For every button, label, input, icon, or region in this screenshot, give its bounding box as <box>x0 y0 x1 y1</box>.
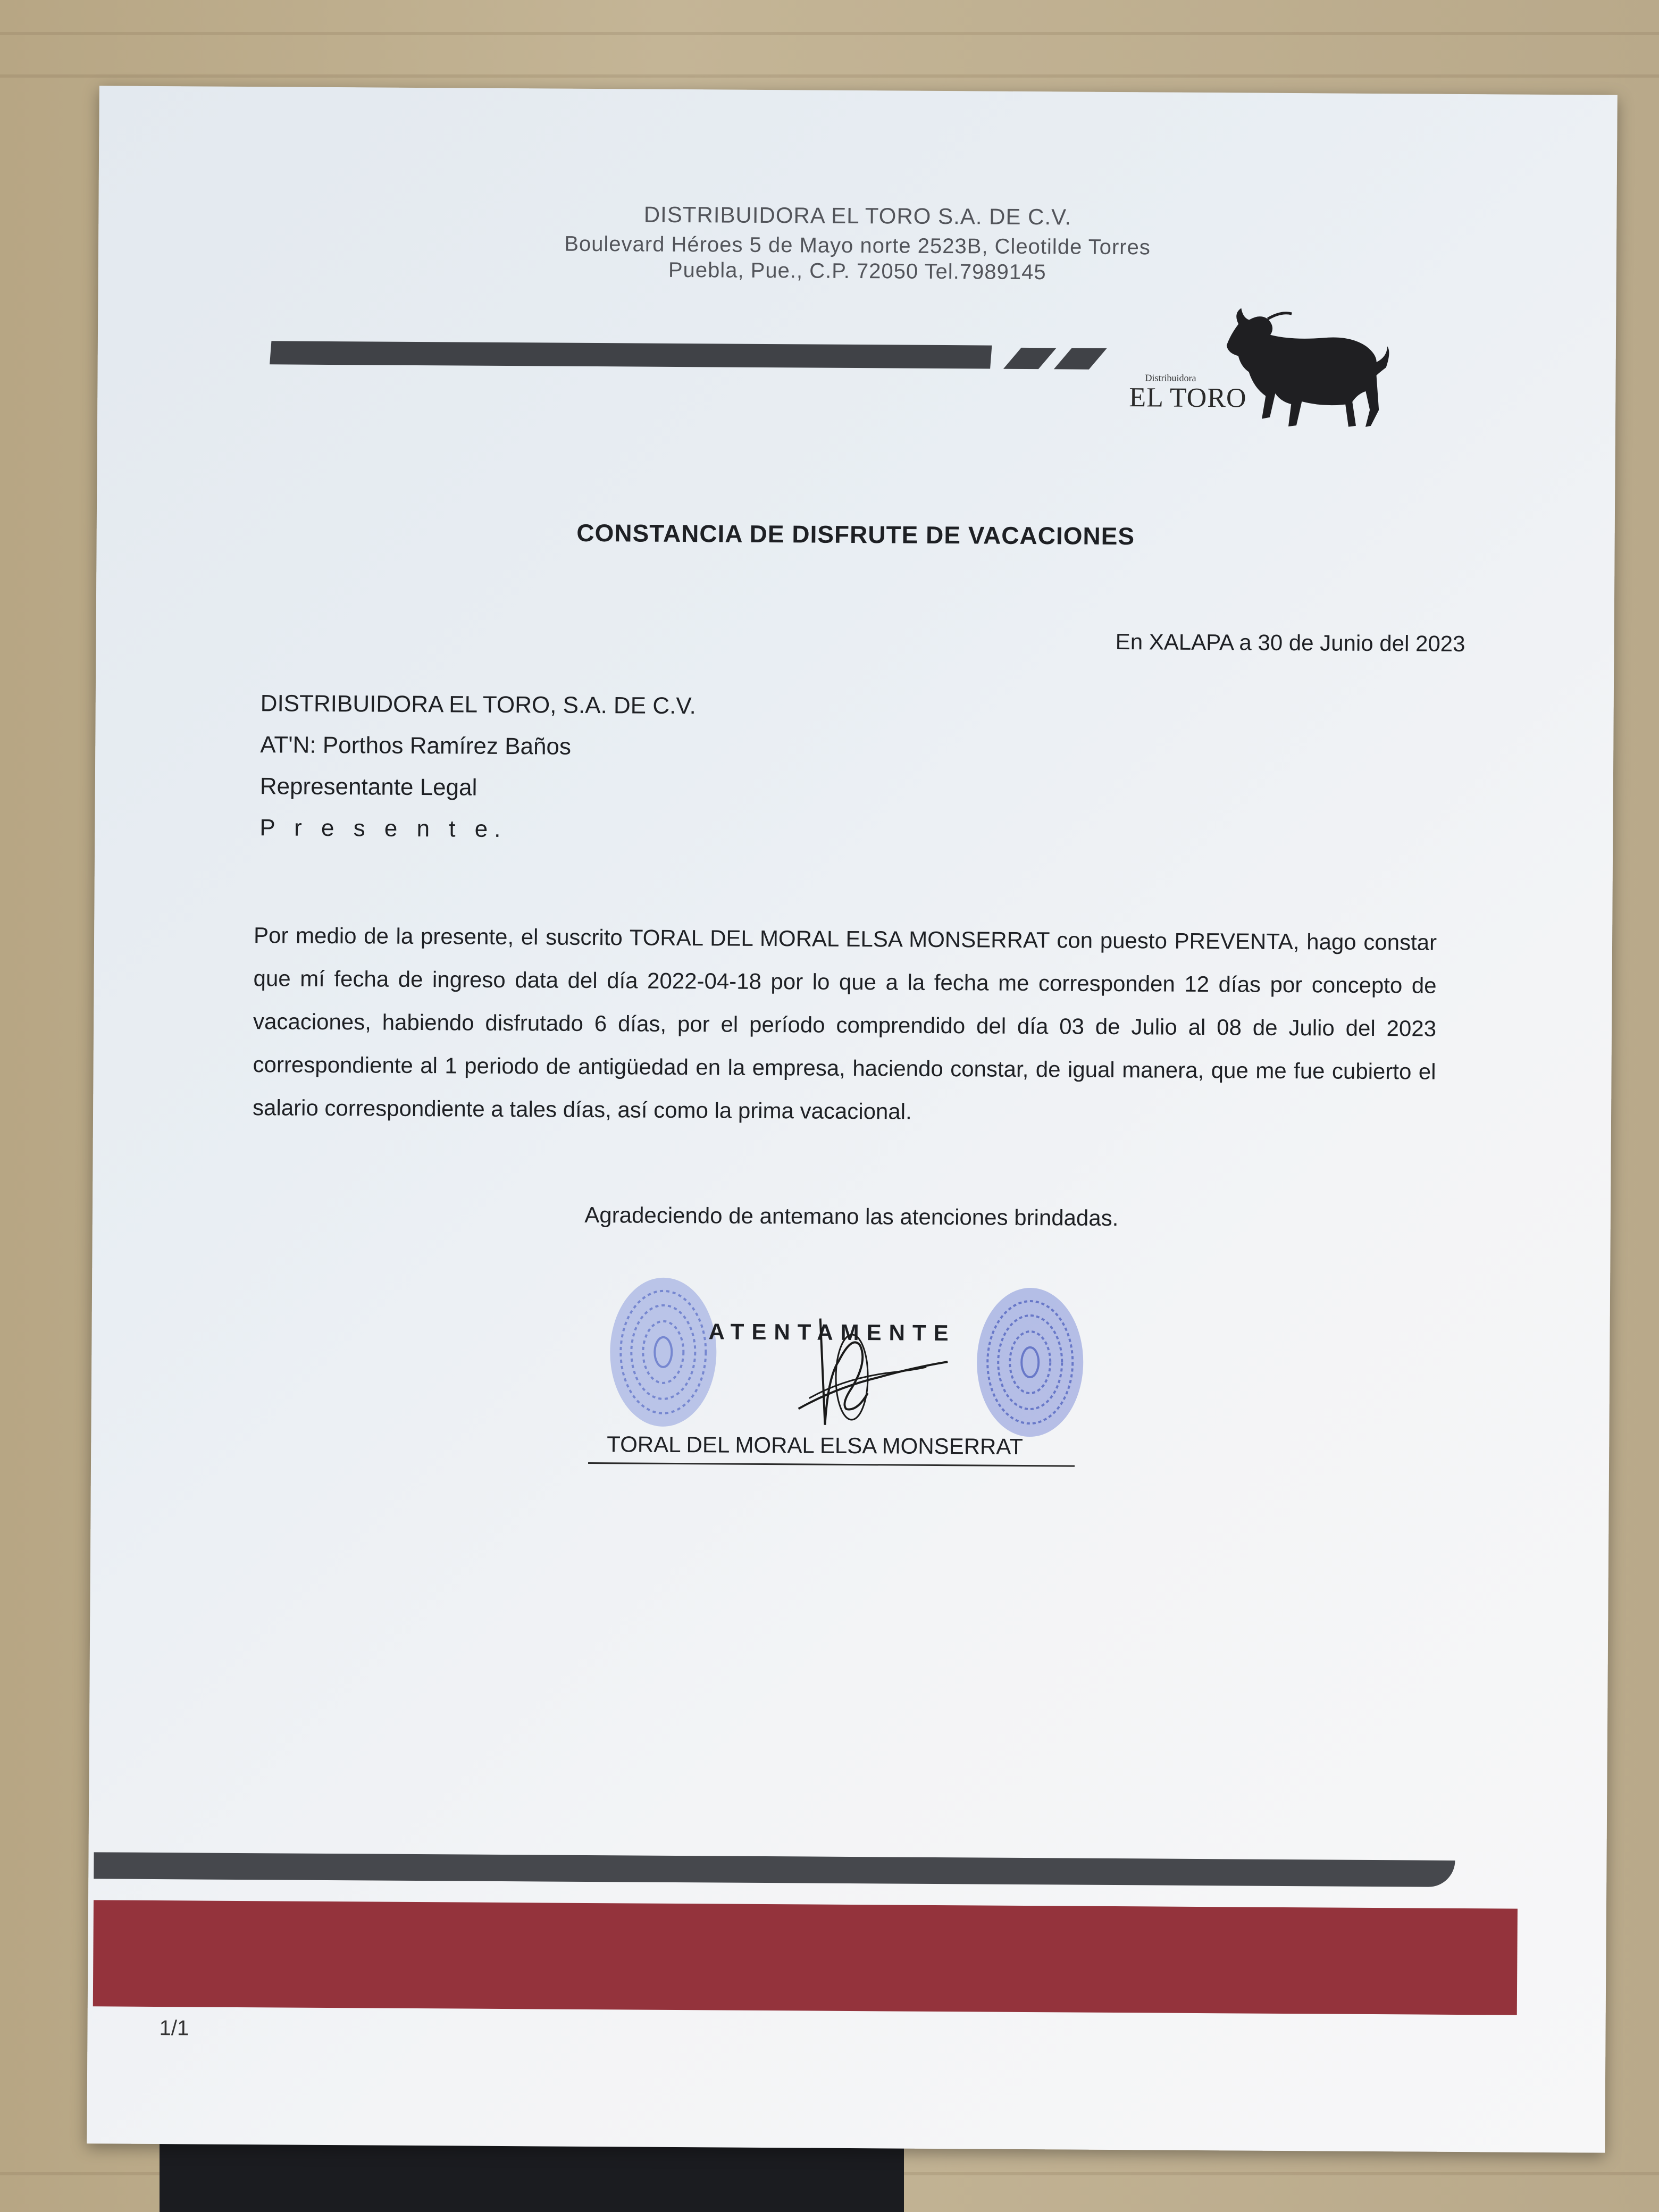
thanks-line: Agradeciendo de antemano las atenciones brindadas. <box>584 1202 1119 1231</box>
wood-grain <box>0 74 1659 78</box>
wood-grain <box>0 32 1659 35</box>
company-name: DISTRIBUIDORA EL TORO S.A. DE C.V. <box>643 202 1072 230</box>
header-stripe <box>270 341 992 368</box>
logo-small-text: Distribuidora <box>1145 372 1196 383</box>
letter-page <box>87 86 1618 2152</box>
company-logo <box>1129 302 1428 447</box>
document-title: CONSTANCIA DE DISFRUTE DE VACACIONES <box>576 518 1135 550</box>
logo-brand-text: EL TORO <box>1129 382 1247 414</box>
recipient-company: DISTRIBUIDORA EL TORO, S.A. DE C.V. <box>260 690 697 719</box>
page-number: 1/1 <box>159 2016 189 2040</box>
company-address-line2: Puebla, Pue., C.P. 72050 Tel.7989145 <box>668 258 1046 284</box>
signature-line <box>588 1462 1075 1467</box>
left-fingerprint <box>601 1272 725 1432</box>
bull-icon <box>1217 303 1393 437</box>
recipient-presente: P r e s e n t e. <box>259 815 507 843</box>
company-address-line1: Boulevard Héroes 5 de Mayo norte 2523B, Cleotilde Torres <box>564 232 1151 259</box>
document-date: En XALAPA a 30 de Junio del 2023 <box>1115 629 1465 657</box>
recipient-attn: AT'N: Porthos Ramírez Baños <box>260 732 572 760</box>
handwritten-signature <box>787 1297 959 1436</box>
closing-atentamente: ATENTAMENTE <box>708 1319 956 1346</box>
footer-stripe-dark <box>94 1852 1455 1887</box>
recipient-role: Representante Legal <box>259 773 477 801</box>
right-fingerprint <box>968 1282 1092 1442</box>
signatory-name: TORAL DEL MORAL ELSA MONSERRAT <box>607 1431 1024 1459</box>
footer-stripe-red <box>93 1900 1518 2015</box>
body-paragraph: Por medio de la presente, el suscrito TORAL DEL MORAL ELSA MONSERRAT con puesto PREVENTA, hago constar que mí fecha de ingreso data del día 2022-04-18 por lo que a la fecha me corresponden 12 días por concepto de vacaciones, habiendo disfrutado 6 días, por el período comprendido del día 03 de Julio al 08 de Julio del 2023 correspondiente al 1 periodo de antigüedad en la empresa, haciendo constar, de igual manera, que me fue cubierto el salario correspondiente a tales días, así como la prima vacacional. <box>252 923 1437 1124</box>
header-stripe-block <box>1003 348 1057 369</box>
header-stripe-block <box>1054 348 1107 369</box>
